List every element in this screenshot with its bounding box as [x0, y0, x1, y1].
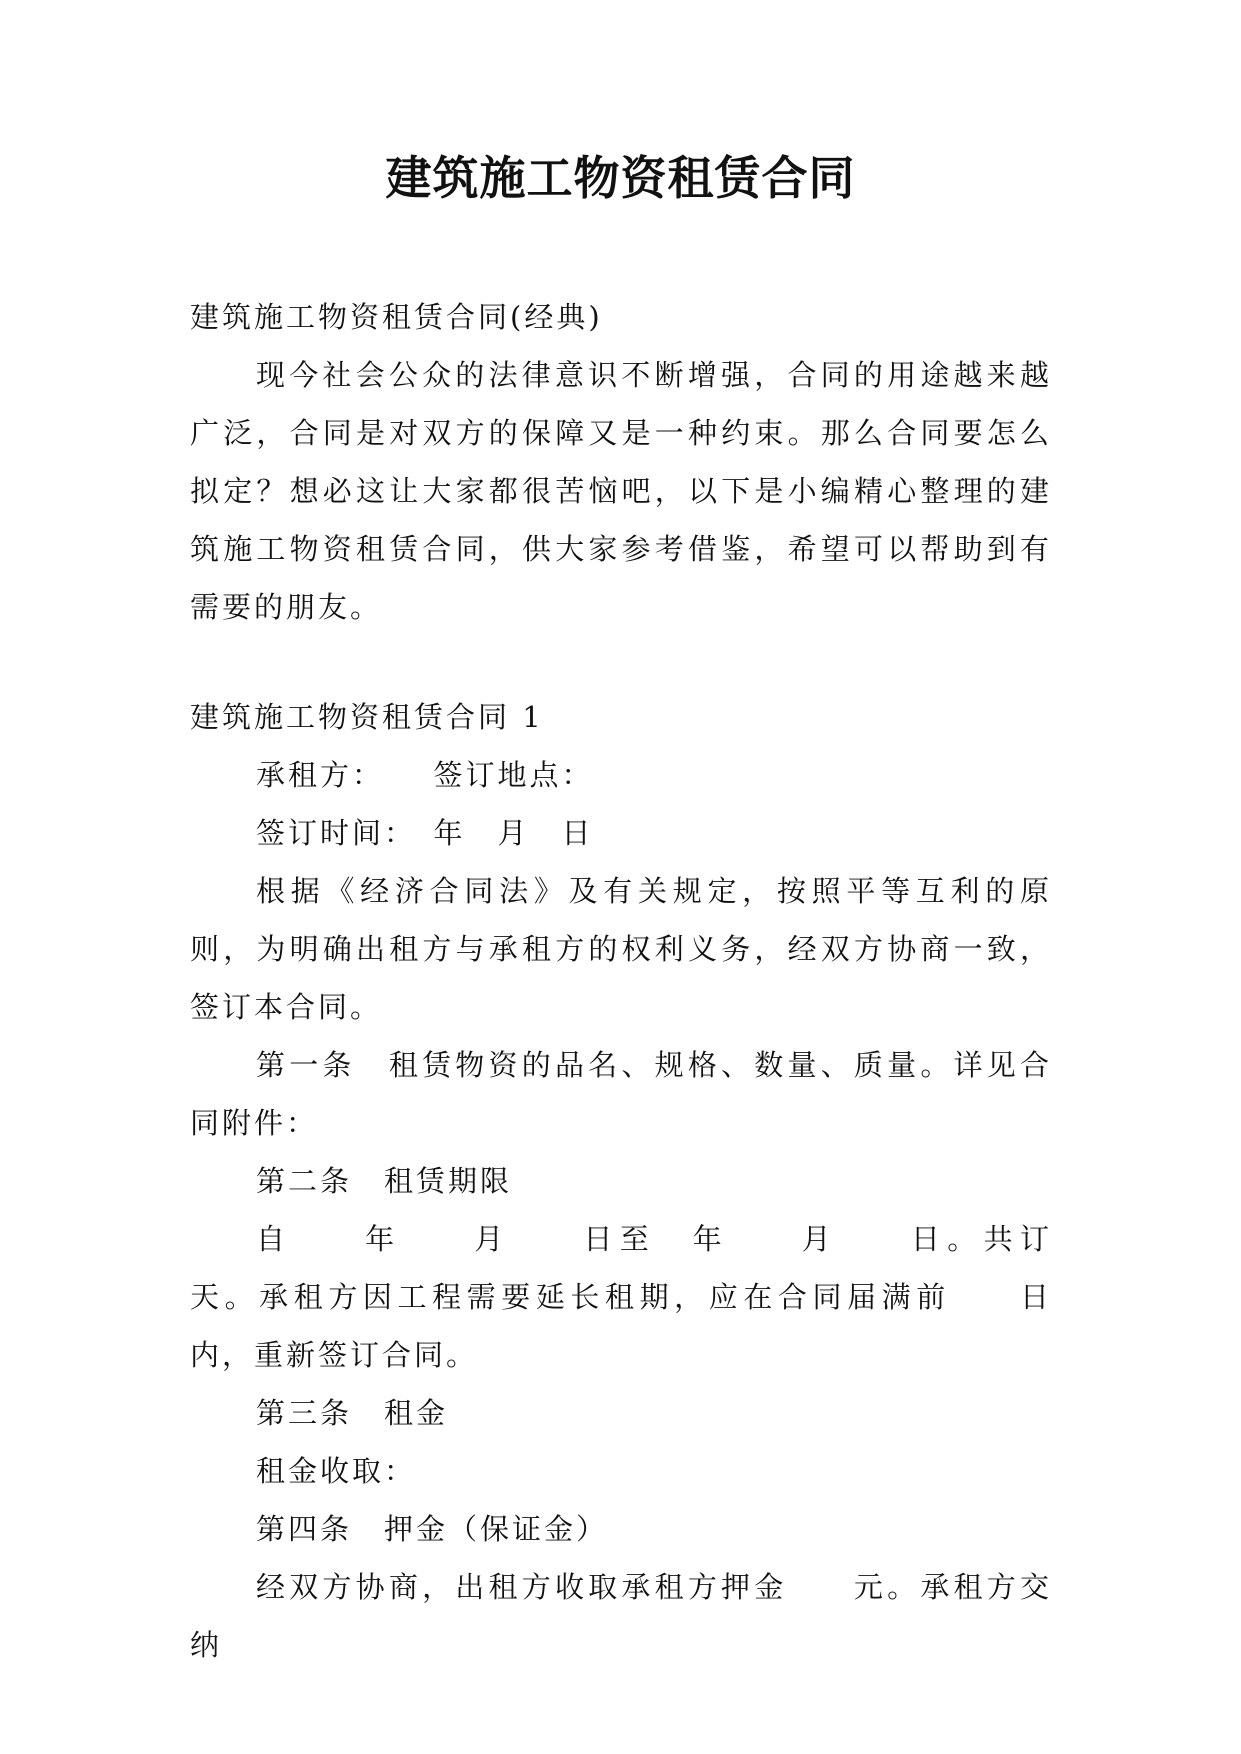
article-2-paragraph: 自 年 月 日至 年 月 日。共订 天。承租方因工程需要延长租期，应在合同届满前 日内，重新签订合同。	[190, 1222, 1117, 1372]
preamble-paragraph: 根据《经济合同法》及有关规定，按照平等互利的原则，为明确出租方与承租方的权利义务，经双方协商一致，签订本合同。	[190, 874, 1052, 1024]
article-4-heading: 第四条 押金（保证金）	[256, 1512, 609, 1546]
article-4-paragraph: 经双方协商，出租方收取承租方押金 元。承租方交纳	[190, 1570, 1052, 1662]
lessee-line: 承租方： 签订地点：	[256, 758, 594, 792]
intro-paragraph: 现今社会公众的法律意识不断增强，合同的用途越来越广泛，合同是对双方的保障又是一种约束。那么合同要怎么拟定？想必这让大家都很苦恼吧，以下是小编精心整理的建筑施工物资租赁合同，供大家参考借鉴，希望可以帮助到有需要的朋友。	[190, 358, 1052, 624]
document-title: 建筑施工物资租赁合同	[385, 151, 856, 205]
article-2-heading: 第二条 租赁期限	[256, 1164, 513, 1198]
article-3-heading: 第三条 租金	[256, 1396, 449, 1430]
signing-date-line: 签订时间： 年 月 日	[256, 816, 594, 850]
article-1-paragraph: 第一条 租赁物资的品名、规格、数量、质量。详见合同附件：	[190, 1048, 1052, 1140]
document-body	[190, 288, 1117, 1674]
contract-heading: 建筑施工物资租赁合同 1	[190, 700, 544, 734]
subtitle-paragraph: 建筑施工物资租赁合同(经典)	[190, 300, 603, 334]
rent-collection-line: 租金收取：	[256, 1454, 417, 1488]
